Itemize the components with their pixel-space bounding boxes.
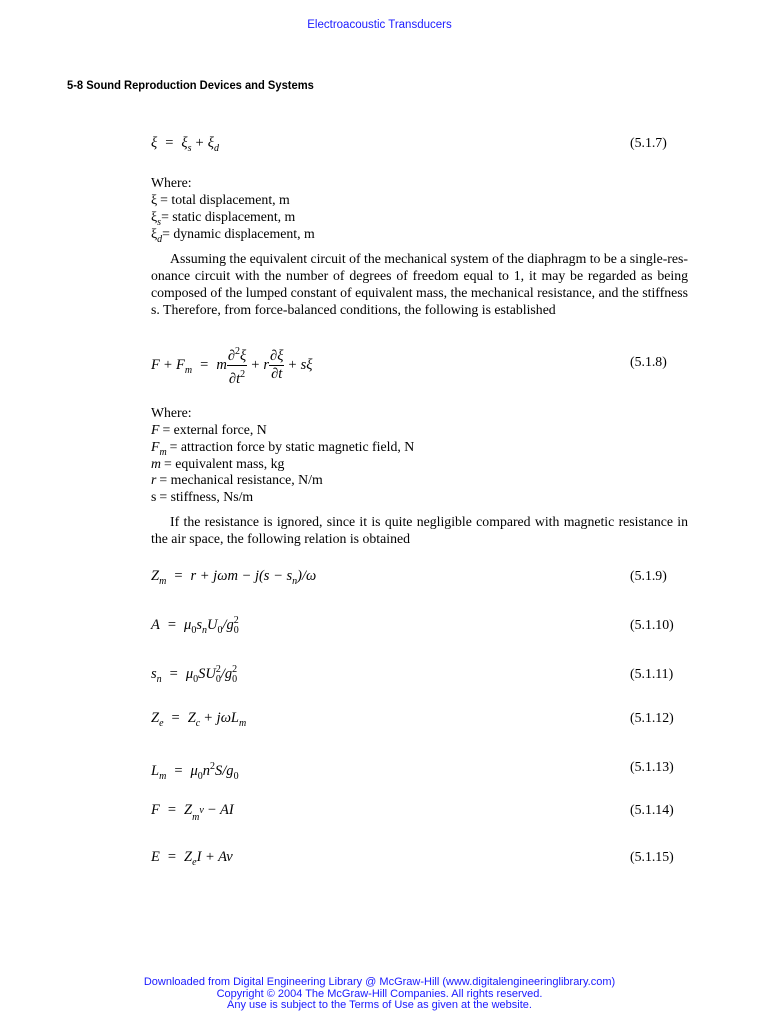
eq-var: r [263, 356, 270, 373]
equation-number: (5.1.15) [630, 849, 674, 864]
definition-text: = stiffness, Ns/m [159, 489, 254, 504]
definition-subscript: m [159, 447, 167, 458]
equation-number: (5.1.7) [630, 135, 667, 150]
eq-operator: = [174, 763, 183, 779]
eq-var: Z [184, 849, 193, 865]
eq-subscript: 0 [232, 674, 238, 685]
equation-5-1-13 [151, 758, 239, 782]
eq-operator: = [167, 802, 177, 818]
eq-var: μ [190, 763, 198, 779]
running-header: Electroacoustic Transducers [307, 19, 452, 31]
equation-5-1-14 [151, 801, 234, 823]
eq-operator: + [288, 356, 297, 373]
eq-subscript: m [159, 771, 167, 782]
definition-symbol: r [151, 472, 157, 487]
definition-item [151, 421, 267, 438]
definition-subscript: d [157, 234, 163, 245]
eq-subscript: 0 [193, 674, 199, 685]
footer-copyright[interactable]: Copyright © 2004 The McGraw-Hill Companies. All rights reserved. [216, 987, 543, 1000]
eq-subscript: m [192, 812, 200, 823]
fraction-denominator [227, 366, 247, 387]
eq-superscript: 2 [215, 664, 221, 675]
eq-operator: = [171, 710, 180, 726]
equation-5-1-10 [151, 616, 239, 634]
where-label: Where: [151, 175, 192, 190]
eq-subscript: n [292, 576, 298, 587]
eq-var: μ [184, 617, 192, 633]
eq-operator: = [165, 135, 174, 151]
eq-var: ∂t [271, 366, 283, 382]
eq-var: sξ [300, 356, 313, 373]
paragraph-line: Assuming the equivalent circuit of the mechanical system of the diaphragm to be a single-res- [170, 251, 688, 266]
where-label: Where: [151, 405, 192, 420]
definition-text: = equivalent mass, kg [163, 456, 285, 471]
eq-superscript: 2 [234, 346, 240, 357]
eq-operator: = [167, 617, 177, 633]
equation-number: (5.1.9) [630, 568, 667, 583]
eq-subsup [232, 665, 237, 685]
eq-operator: + [195, 135, 204, 151]
definition-item [151, 191, 290, 208]
equation-5-1-7 [151, 134, 219, 152]
eq-operator: = [167, 849, 177, 865]
definition-item [151, 488, 253, 505]
definition-symbol: F [151, 422, 160, 437]
paragraph-line: If the resistance is ignored, since it is quite negligible compared with magnetic resistance in [170, 514, 688, 529]
eq-operator: = [169, 666, 178, 682]
eq-var: ∂t [228, 371, 241, 387]
eq-var: ξ [181, 135, 188, 151]
eq-subscript: d [213, 143, 219, 154]
equation-5-1-8 [151, 344, 313, 387]
paragraph-line: the air space, the following relation is obtained [151, 531, 410, 546]
equation-5-1-11 [151, 665, 237, 683]
definition-item [151, 455, 284, 472]
eq-var: Z [151, 710, 160, 726]
eq-subscript: s [187, 143, 192, 154]
eq-subscript: m [159, 576, 167, 587]
definition-text: = dynamic displacement, m [162, 226, 315, 241]
paragraph-line: s. Therefore, from force-balanced conditions, the following is established [151, 302, 556, 317]
equation-5-1-9 [151, 567, 316, 585]
eq-subscript: 0 [197, 771, 203, 782]
equation-number: (5.1.14) [630, 802, 674, 817]
equation-5-1-15 [151, 848, 233, 866]
definition-text: = static displacement, m [161, 209, 296, 224]
fraction-denominator [269, 366, 284, 382]
eq-operator: = [174, 568, 183, 584]
eq-superscript: 2 [232, 664, 238, 675]
definition-text: = external force, N [162, 422, 267, 437]
eq-var: F [151, 356, 160, 373]
second-derivative-fraction [227, 344, 247, 387]
eq-subscript: c [195, 718, 201, 729]
eq-superscript: 2 [240, 369, 246, 380]
eq-var: ∂ξ [270, 348, 284, 364]
eq-var: SU [198, 666, 216, 682]
eq-subscript: m [184, 364, 193, 376]
section-title: 5-8 Sound Reproduction Devices and Systems [67, 78, 314, 92]
eq-superscript: v [199, 805, 204, 816]
eq-subscript: 0 [233, 771, 239, 782]
eq-expression: r + jωm − j(s − s [190, 568, 293, 584]
definition-symbol: s [151, 489, 157, 504]
definition-item [151, 225, 315, 248]
eq-var: A [151, 617, 160, 633]
eq-subscript: 0 [233, 625, 239, 636]
eq-subscript: n [156, 674, 162, 685]
eq-var: μ [185, 666, 194, 682]
eq-subsup [234, 616, 239, 636]
eq-var: Z [184, 802, 193, 818]
definition-symbol: ξ [151, 226, 158, 241]
definition-symbol: F [151, 439, 160, 454]
eq-var: ξ [151, 135, 158, 151]
eq-var: m [216, 356, 227, 373]
eq-operator: + [251, 356, 260, 373]
eq-var: Z [187, 710, 196, 726]
eq-var: ξ [239, 348, 247, 364]
eq-expression: + jωL [203, 710, 239, 726]
eq-subscript: 0 [217, 625, 223, 636]
equation-number: (5.1.11) [630, 666, 674, 681]
equation-number: (5.1.10) [630, 617, 674, 632]
eq-expression: − AI [206, 802, 234, 818]
eq-var: ξ [207, 135, 214, 151]
eq-superscript: 2 [210, 761, 216, 772]
eq-subscript: 0 [215, 674, 221, 685]
eq-subscript: 0 [191, 625, 197, 636]
eq-var: n [202, 763, 211, 779]
definition-text: = mechanical resistance, N/m [159, 472, 323, 487]
eq-var: U [206, 617, 218, 633]
fraction-numerator [227, 344, 247, 366]
equation-5-1-12 [151, 709, 246, 727]
eq-var: F [176, 356, 185, 373]
eq-operator: = [200, 356, 209, 373]
equation-number: (5.1.13) [630, 759, 674, 774]
equation-number: (5.1.12) [630, 710, 674, 725]
definition-symbol: m [151, 456, 161, 471]
eq-var: /g [222, 617, 234, 633]
eq-operator: + [163, 356, 173, 373]
definition-symbol: ξ [151, 192, 158, 207]
eq-expression: )/ω [297, 568, 317, 584]
definition-text: = total displacement, m [160, 192, 290, 207]
paragraph-line: onance circuit with the number of degrees of freedom equal to 1, it may be regarded as being [151, 268, 688, 283]
partial-symbol: ∂ [227, 348, 235, 364]
footer-terms-of-use[interactable]: Any use is subject to the Terms of Use as given at the website. [227, 999, 532, 1011]
equation-number: (5.1.8) [630, 354, 667, 369]
definition-symbol: ξ [151, 209, 158, 224]
eq-var: Z [151, 568, 160, 584]
definition-text: = attraction force by static magnetic field, N [169, 439, 415, 454]
definition-subscript: s [157, 217, 162, 228]
eq-var: S/g [215, 763, 234, 779]
paragraph-line: composed of the lumped constant of equivalent mass, the mechanical resistance, and the stiffness [151, 285, 688, 300]
eq-var: E [151, 849, 160, 865]
first-derivative-fraction [269, 349, 284, 382]
fraction-numerator [269, 349, 284, 366]
eq-superscript: 2 [233, 615, 239, 626]
eq-var: F [151, 802, 160, 818]
eq-var: /g [220, 666, 233, 682]
eq-var: s [151, 666, 157, 682]
footer-download-link[interactable]: Downloaded from Digital Engineering Library @ McGraw-Hill (www.digitalengineeringlibrary.com) [143, 976, 616, 988]
eq-subscript: e [192, 857, 197, 868]
eq-var: L [151, 763, 160, 779]
eq-subscript: m [239, 718, 247, 729]
eq-subscript: e [159, 718, 164, 729]
eq-subscript: n [201, 625, 207, 636]
eq-var: s [196, 617, 202, 633]
eq-expression: I + Av [196, 849, 233, 865]
definition-item [151, 471, 323, 488]
